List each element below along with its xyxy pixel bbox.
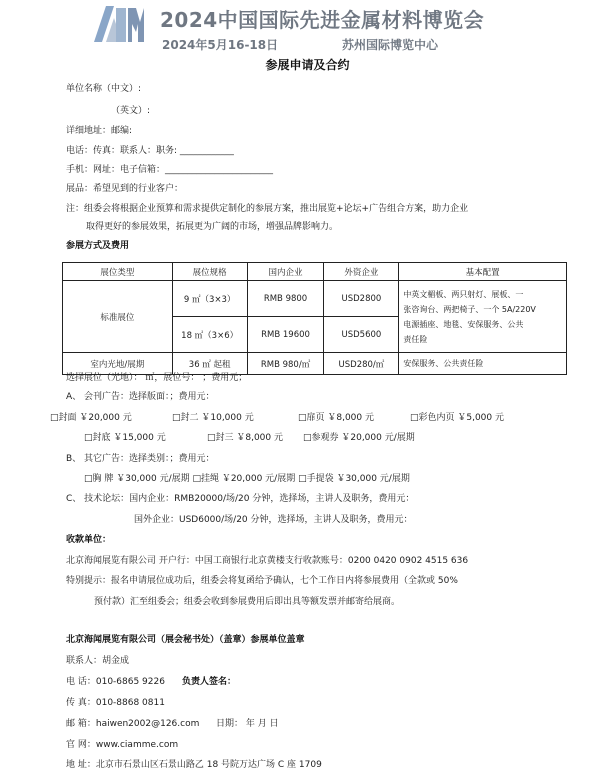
col-header-spec: 展位规格 (172, 263, 247, 281)
bank-account-info: 北京海闻展览有限公司 开户行：中国工商银行北京黄楼支行收款账号：0200 0420 0902 4515 636 (66, 556, 469, 566)
expo-header (0, 0, 615, 56)
catalog-ad-label[interactable]: A、 会刊广告：选择版面：；费用元： (66, 392, 215, 402)
domestic-price-cell: RMB 980/㎡ (247, 353, 324, 375)
contact-person: 联系人：胡金成 (66, 656, 130, 666)
col-header-domestic: 国内企业 (247, 263, 324, 281)
email-address: 邮 箱：haiwen2002@126.com (66, 719, 200, 729)
booth-spec-cell: 36 ㎡ 起租 (172, 353, 247, 375)
page-title: 参展申请及合约 (265, 58, 350, 72)
raw-config-cell: 安保服务、公共责任险 (399, 353, 567, 375)
forum-label[interactable]: C、 技术论坛：国内企业：RMB20000/场/20 分钟，选择场，主讲人及职务，费用元： (66, 494, 415, 504)
config-line: 张咨询台、两把椅子、一个 5A/220V (403, 304, 536, 314)
col-header-foreign: 外资企业 (324, 263, 399, 281)
ad-option-inside-front[interactable]: □封二 ￥10,000 元 (172, 413, 254, 423)
company-name-cn-field[interactable]: 单位名称（中文）: (66, 84, 142, 94)
exhibits-field[interactable]: 展品：希望见到的行业客户： (66, 184, 184, 194)
config-line: 责任险 (403, 334, 428, 344)
phone-number: 电 话：010-6865 9226 (66, 677, 165, 687)
address-field[interactable]: 详细地址：邮编: (66, 126, 133, 136)
select-booth-field[interactable]: 选择展位（光地）： ㎡，展位号： ；费用元； (66, 373, 248, 383)
config-line: 电源插座、地毯、安保服务、公共 (403, 319, 524, 329)
expo-logo-icon (92, 2, 146, 46)
other-ad-options[interactable]: □胸 牌 ￥30,000 元/展期 □挂绳 ￥20,000 元/展期 □手提袋 ￥30,000 元/展期 (84, 474, 410, 484)
col-header-type: 展位类型 (63, 263, 173, 281)
expo-title: 2024中国国际先进金属材料博览会 (160, 8, 485, 32)
office-address: 地 址：北京市石景山区石景山路乙 18 号院万达广场 C 座 1709 (66, 760, 322, 770)
ad-option-back-cover[interactable]: □封底 ￥15,000 元 (84, 433, 166, 443)
payee-heading: 收款单位： (66, 535, 112, 545)
ad-option-title-page[interactable]: □扉页 ￥8,000 元 (298, 413, 374, 423)
contact-field[interactable]: 电话：传真：联系人：职务: ____________ (66, 146, 234, 156)
booth-spec-cell: 9 ㎡（3×3） (172, 281, 247, 317)
signer-field[interactable]: 负责人签名： (182, 677, 237, 687)
table-header-row (63, 263, 567, 281)
date-field[interactable]: 日期： 年 月 日 (216, 719, 279, 729)
seal-heading: 北京海闻展览有限公司（展会秘书处）（盖章）参展单位盖章 (66, 635, 305, 645)
col-header-config: 基本配置 (399, 263, 567, 281)
ad-option-color-page[interactable]: □彩色内页 ￥5,000 元 (410, 413, 504, 423)
expo-date: 2024年5月16-18日 (162, 38, 279, 52)
ad-option-inside-back[interactable]: □封三 ￥8,000 元 (207, 433, 283, 443)
domestic-price-cell: RMB 9800 (247, 281, 324, 317)
config-line: 中英文楣板、两只射灯、展板、一 (403, 289, 524, 299)
foreign-price-cell: USD2800 (324, 281, 399, 317)
booth-type-raw: 室内光地/展期 (63, 353, 173, 375)
note-line-2: 取得更好的参展效果，拓展更为广阔的市场，增强品牌影响力。 (86, 222, 339, 232)
ad-option-cover[interactable]: □封面 ￥20,000 元 (50, 413, 132, 423)
standard-config-cell (399, 281, 567, 353)
note-line-1: 注：组委会将根据企业预算和需求提供定制化的参展方案，推出展览+论坛+广告组合方案，助力企业 (66, 204, 469, 214)
expo-venue: 苏州国际博览中心 (342, 38, 439, 52)
special-note-line-2: 预付款）汇至组委会；组委会收到参展费用后即出具等额发票并邮寄给展商。 (94, 597, 401, 607)
foreign-price-cell: USD5600 (324, 317, 399, 353)
mobile-field[interactable]: 手机：网址：电子信箱：________________________ (66, 165, 274, 175)
ad-option-ticket[interactable]: □参观券 ￥20,000 元/展期 (303, 433, 415, 443)
booth-fee-table (62, 262, 567, 375)
fax-number: 传 真：010-8868 0811 (66, 698, 165, 708)
table-row (63, 281, 567, 317)
website: 官 网：www.ciamme.com (66, 740, 179, 750)
fees-heading: 参展方式及费用 (66, 241, 130, 251)
other-ad-label[interactable]: B、 其它广告：选择类别：；费用元： (66, 454, 215, 464)
forum-foreign-label[interactable]: 国外企业：USD6000/场/20 分钟，选择场，主讲人及职务，费用元： (134, 515, 413, 525)
domestic-price-cell: RMB 19600 (247, 317, 324, 353)
booth-type-standard: 标准展位 (63, 281, 173, 353)
company-name-en-field[interactable]: （英文）: (111, 106, 151, 116)
booth-spec-cell: 18 ㎡（3×6） (172, 317, 247, 353)
special-note-line-1: 特别提示：报名申请展位成功后，组委会将复函给予确认，七个工作日内将参展费用（全款或 50% (66, 576, 458, 586)
foreign-price-cell: USD280/㎡ (324, 353, 399, 375)
